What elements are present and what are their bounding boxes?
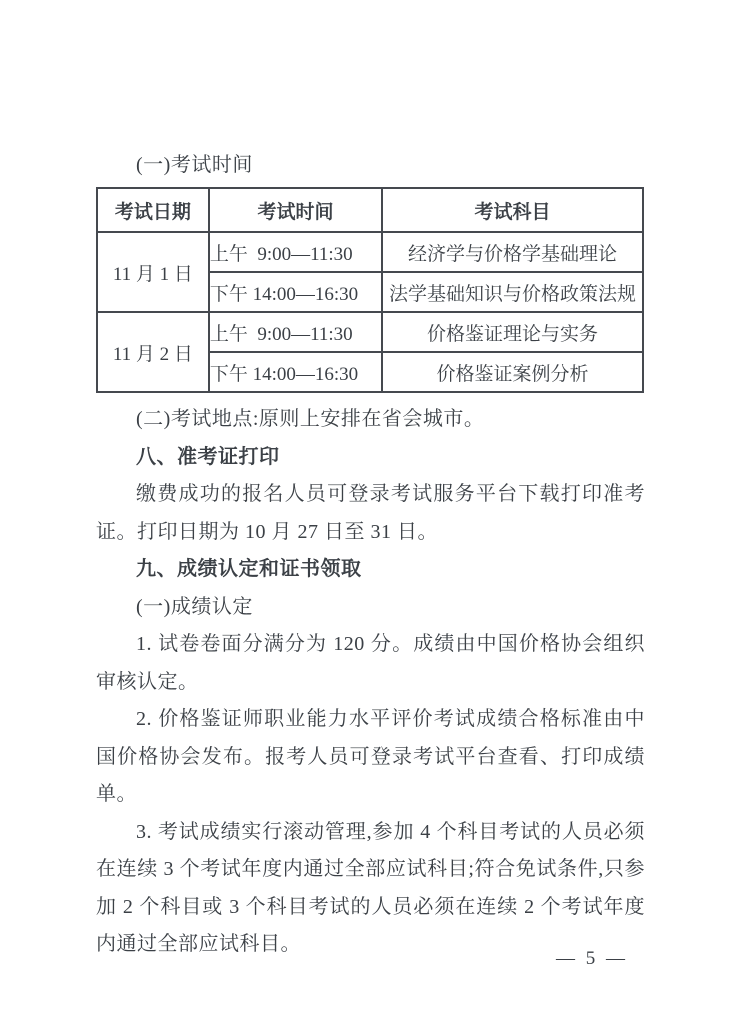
score-item-2: 2. 价格鉴证师职业能力水平评价考试成绩合格标准由中国价格协会发布。报考人员可登录考试平台查看、打印成绩单。	[96, 708, 645, 805]
score-item-3: 3. 考试成绩实行滚动管理,参加 4 个科目考试的人员必须在连续 3 个考试年度内通过全部应试科目;符合免试条件,只参加 2 个科目或 3 个科目考试的人员必须在连续 2 个考试年度内通过全部应试科目。	[96, 820, 645, 955]
exam-date-cell: 11 月 1 日	[97, 232, 209, 312]
table-header-row	[97, 188, 643, 232]
exam-time-cell: 下午 14:00—16:30	[209, 272, 382, 312]
exam-schedule-table	[96, 187, 644, 393]
page-number: — 5 —	[556, 948, 628, 969]
exam-subject-cell: 价格鉴证案例分析	[382, 352, 643, 392]
exam-subject-cell: 法学基础知识与价格政策法规	[382, 272, 643, 312]
admission-ticket-heading: 八、准考证打印	[136, 445, 280, 468]
exam-date-cell: 11 月 2 日	[97, 312, 209, 392]
score-recognition-heading: 九、成绩认定和证书领取	[136, 558, 362, 580]
table-row	[97, 312, 643, 352]
column-header-exam-subject: 考试科目	[382, 188, 643, 232]
score-item-1: 1. 试卷卷面分满分为 120 分。成绩由中国价格协会组织审核认定。	[96, 633, 645, 693]
exam-location-text: (二)考试地点:原则上安排在省会城市。	[136, 408, 485, 430]
exam-time-cell: 上午 9:00—11:30	[209, 312, 382, 352]
exam-subject-cell: 价格鉴证理论与实务	[382, 312, 643, 352]
exam-subject-cell: 经济学与价格学基础理论	[382, 232, 643, 272]
table-row	[97, 232, 643, 272]
column-header-exam-date: 考试日期	[97, 188, 209, 232]
exam-time-heading: (一)考试时间	[136, 154, 253, 176]
admission-ticket-paragraph: 缴费成功的报名人员可登录考试服务平台下载打印准考证。打印日期为 10 月 27 日至 31 日。	[96, 483, 645, 543]
exam-time-cell: 下午 14:00—16:30	[209, 352, 382, 392]
exam-time-cell: 上午 9:00—11:30	[209, 232, 382, 272]
score-recognition-subheading: (一)成绩认定	[136, 595, 253, 618]
column-header-exam-time: 考试时间	[209, 188, 382, 232]
page-content	[96, 150, 645, 964]
